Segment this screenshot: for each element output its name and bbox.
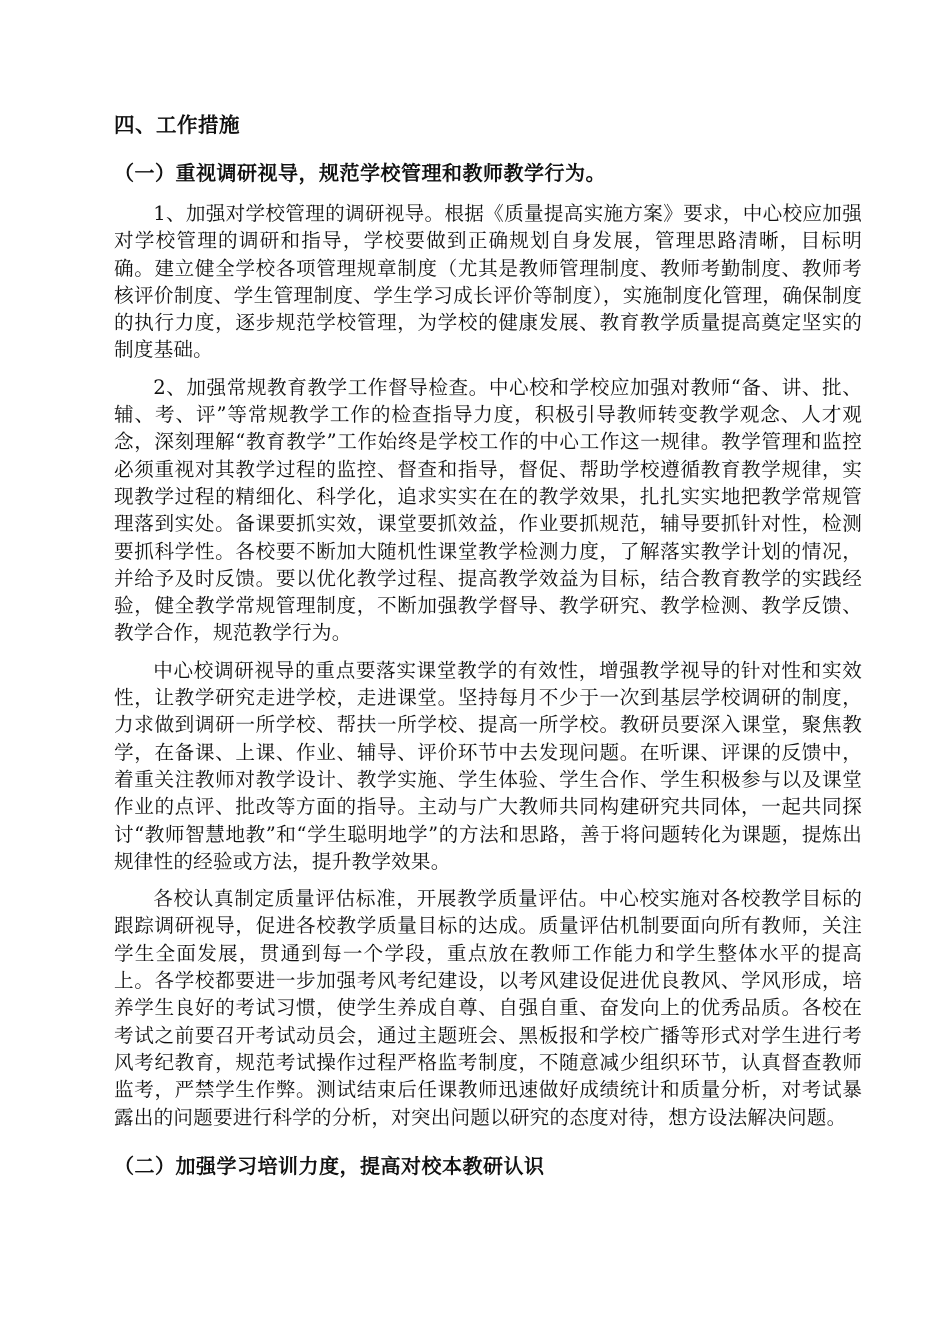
paragraph-4: 各校认真制定质量评估标准，开展教学质量评估。中心校实施对各校教学目标的跟踪调研视导，促进各校教学质量目标的达成。质量评估机制要面向所有教师，关注学生全面发展，贯通到每一个学段，重点放在教师工作能力和学生整体水平的提高上。各学校都要进一步加强考风考纪建设，以考风建设促进优良教风、学风形成，培养学生良好的考试习惯，使学生养成自尊、自强自重、奋发向上的优秀品质。各校在考试之前要召开考试动员会，通过主题班会、黑板报和学校广播等形式对学生进行考风考纪教育，规范考试操作过程严格监考制度，不随意减少组织环节，认真督查教师监考，严禁学生作弊。测试结束后任课教师迅速做好成绩统计和质量分析，对考试暴露出的问题要进行科学的分析，对突出问题以研究的态度对待，想方设法解决问题。 [114,887,862,1129]
paragraph-2: 2、加强常规教育教学工作督导检查。中心校和学校应加强对教师“备、讲、批、辅、考、评”等常规教学工作的检查指导力度，积极引导教师转变教学观念、人才观念，深刻理解“教育教学”工作始终是学校工作的中心工作这一规律。教学管理和监控必须重视对其教学过程的监控、督查和指导，督促、帮助学校遵循教育教学规律，实现教学过程的精细化、科学化，追求实实在在的教学效果，扎扎实实地把教学常规管理落到实处。备课要抓实效，课堂要抓效益，作业要抓规范，辅导要抓针对性，检测要抓科学性。各校要不断加大随机性课堂教学检测力度，了解落实教学计划的情况，并给予及时反馈。要以优化教学过程、提高教学效益为目标，结合教育教学的实践经验，健全教学常规管理制度，不断加强教学督导、教学研究、教学检测、教学反馈、教学合作，规范教学行为。 [114,375,862,645]
subsection-2-heading: （二）加强学习培训力度，提高对校本教研认识 [114,1153,545,1178]
subsection-1-heading: （一）重视调研视导，规范学校管理和教师教学行为。 [114,161,606,185]
section-heading: 四、工作措施 [114,113,240,137]
paragraph-3: 中心校调研视导的重点要落实课堂教学的有效性，增强教学视导的针对性和实效性，让教学研究走进学校，走进课堂。坚持每月不少于一次到基层学校调研的制度，力求做到调研一所学校、帮扶一所学校、提高一所学校。教研员要深入课堂，聚焦教学，在备课、上课、作业、辅导、评价环节中去发现问题。在听课、评课的反馈中，着重关注教师对教学设计、教学实施、学生体验、学生合作、学生积极参与以及课堂作业的点评、批改等方面的指导。主动与广大教师共同构建研究共同体，一起共同探讨“教师智慧地教”和“学生聪明地学”的方法和思路，善于将问题转化为课题，提炼出规律性的经验或方法，提升教学效果。 [114,658,862,873]
document-page [114,108,862,1193]
paragraph-1: 1、加强对学校管理的调研视导。根据《质量提高实施方案》要求，中心校应加强对学校管理的调研和指导，学校要做到正确规划自身发展，管理思路清晰，目标明确。建立健全学校各项管理规章制度（尤其是教师管理制度、教师考勤制度、教师考核评价制度、学生管理制度、学生学习成长评价等制度），实施制度化管理，确保制度的执行力度，逐步规范学校管理，为学校的健康发展、教育教学质量提高奠定坚实的制度基础。 [114,202,862,362]
